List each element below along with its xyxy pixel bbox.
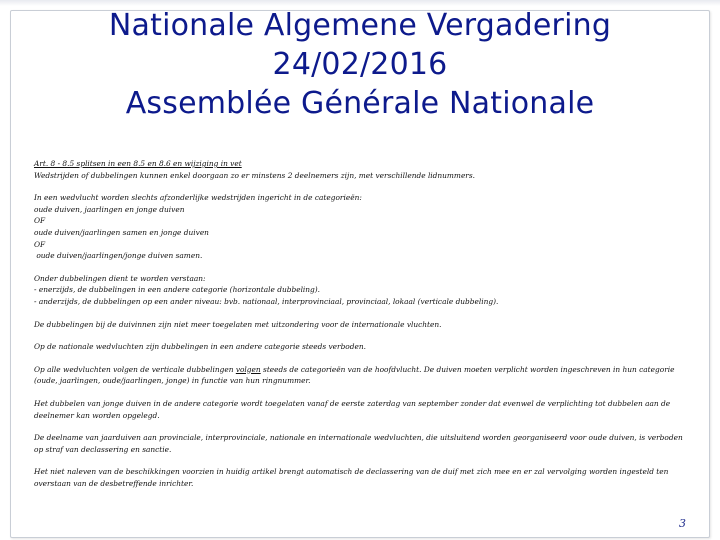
paragraph-duivinnen: De dubbelingen bij de duivinnen zijn niet meer toegelaten met uitzondering voor de internationale vluchten.: [34, 319, 442, 329]
category-option-1: oude duiven, jaarlingen en jonge duiven: [34, 204, 185, 214]
p6-text-after: steeds de categorieën van de hoofdvlucht. De duiven moeten verplicht worden ingeschreven in hun categorie (oude, jaarlingen, oude/jaarlingen, jonge) in functie van hun ringnummer.: [34, 364, 677, 386]
paragraph-vertical-doubling: [34, 364, 688, 387]
dubbeling-horizontal: - enerzijds, de dubbelingen in een andere categorie (horizontale dubbeling).: [34, 285, 321, 295]
paragraph-dubbelingen-intro: Onder dubbelingen dient te worden verstaan:: [34, 273, 206, 283]
paragraph-young-birds: Het dubbelen van jonge duiven in de andere categorie wordt toegelaten vanaf de eerste zaterdag van september zonder dat evenwel de verplichting tot dubbelen aan de deelnemer kan worden opgelegd.: [34, 398, 671, 420]
title-line-3: Assemblée Générale Nationale: [125, 86, 595, 121]
slide-title: [0, 6, 720, 123]
p6-text-before: Op alle wedvluchten volgen de verticale dubbelingen: [34, 364, 236, 374]
or-separator-2: OF: [34, 239, 46, 249]
category-option-3: oude duiven/jaarlingen/jonge duiven samen.: [34, 251, 203, 261]
paragraph-minimum-participants: Wedstrijden of dubbelingen kunnen enkel doorgaan zo er minstens 2 deelnemers zijn, met verschillende lidnummers.: [34, 170, 475, 180]
title-line-1: Nationale Algemene Vergadering: [108, 8, 612, 43]
paragraph-categories-intro: In een wedvlucht worden slechts afzonderlijke wedstrijden ingericht in de categorieën:: [34, 193, 362, 203]
category-option-2: oude duiven/jaarlingen samen en jonge duiven: [34, 227, 209, 237]
paragraph-declassering: Het niet naleven van de beschikkingen voorzien in huidig artikel brengt automatisch de declassering van de duif met zich mee en er zal vervolging worden ingesteld ten overstaan van de desbetreffende inrichter.: [34, 467, 669, 488]
page-number: 3: [679, 517, 686, 530]
paragraph-yearlings-prohibition: De deelname van jaarduiven aan provinciale, interprovinciale, nationale en internationale wedvluchten, die uitsluitend worden georganiseerd voor oude duiven, is verboden op straf van declassering en sanctie.: [34, 433, 683, 454]
slide-body: [34, 158, 688, 489]
dubbeling-vertical: - anderzijds, de dubbelingen op een ander niveau: bvb. nationaal, interprovinciaal, provinciaal, lokaal (verticale dubbeling).: [34, 296, 499, 306]
paragraph-national-races: Op de nationale wedvluchten zijn dubbelingen in een andere categorie steeds verboden.: [34, 342, 366, 352]
title-line-2: 24/02/2016: [272, 47, 448, 82]
or-separator-1: OF: [34, 216, 46, 226]
article-heading: Art. 8 - 8.5 splitsen in een 8.5 en 8.6 en wijziging in vet: [34, 159, 242, 168]
p6-underlined-word: volgen: [235, 364, 261, 374]
